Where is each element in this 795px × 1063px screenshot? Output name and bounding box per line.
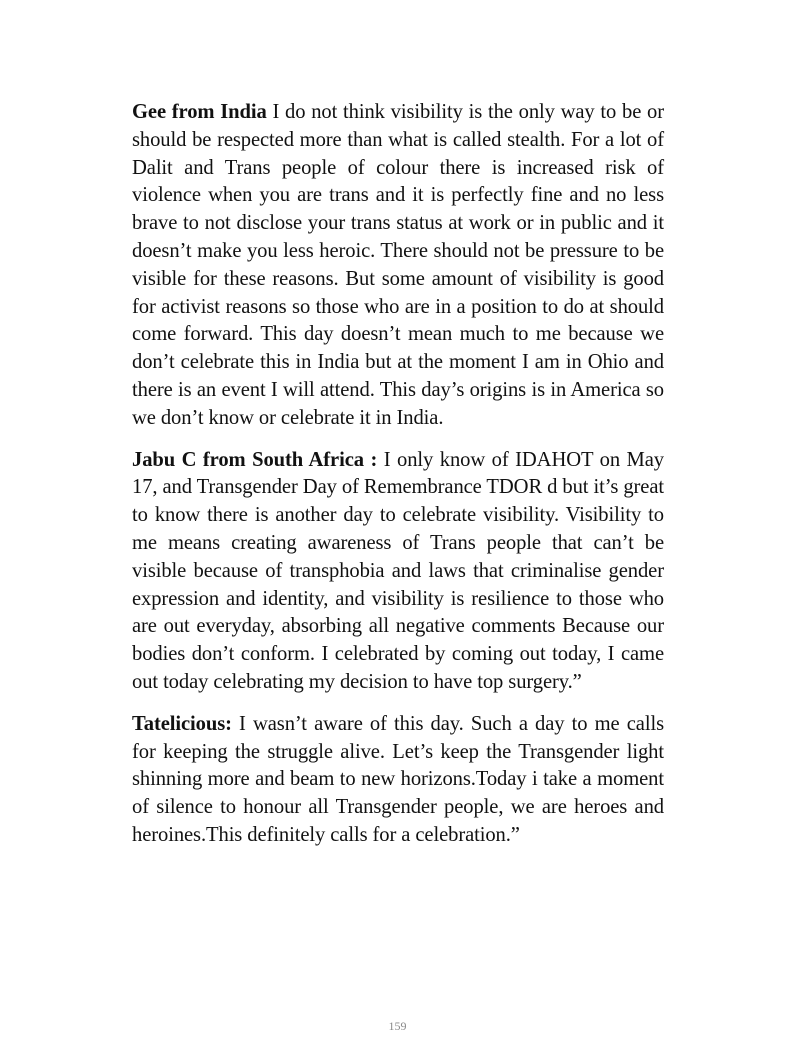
testimony-paragraph-tatelicious (132, 711, 664, 850)
testimony-text: I wasn’t aware of this day. Such a day to me calls for keeping the struggle alive. Let’s keep the Transgender light shinning more and beam to new horizons.Today i take a moment of silence to honour all Transgender people, we are heroes and heroines.This definitely calls for a celebration.” (132, 712, 664, 846)
page-number: 159 (388, 1019, 407, 1033)
document-body (132, 99, 664, 864)
testimony-paragraph-jabu (132, 447, 664, 697)
speaker-name: Gee from India (132, 101, 267, 123)
testimony-text: I only know of IDAHOT on May 17, and Transgender Day of Remembrance TDOR d but it’s great to know there is another day to celebrate visibility. Visibility to me means creating awareness of Trans people that can’t be visible because of transphobia and laws that criminalise gender expression and identity, and visibility is resilience to those who are out everyday, absorbing all negative comments Because our bodies don’t conform. I celebrated by coming out today, I came out today celebrating my decision to have top surgery.” (132, 448, 664, 693)
speaker-name: Tatelicious: (132, 712, 232, 735)
testimony-text: I do not think visibility is the only way to be or should be respected more than what is called stealth. For a lot of Dalit and Trans people of colour there is increased risk of violence when you are trans and it is perfectly fine and no less brave to not disclose your trans status at work or in public and it doesn’t make you less heroic. There should not be pressure to be visible for these reasons. But some amount of visibility is good for activist reasons so those who are in a position to do at should come forward. This day doesn’t mean much to me because we don’t celebrate this in India but at the moment I am in Ohio and there is an event I will attend. This day’s origins is in America so we don’t know or celebrate it in India. (132, 101, 665, 429)
speaker-name: Jabu C from South Africa : (132, 448, 378, 471)
testimony-paragraph-gee (132, 99, 664, 433)
